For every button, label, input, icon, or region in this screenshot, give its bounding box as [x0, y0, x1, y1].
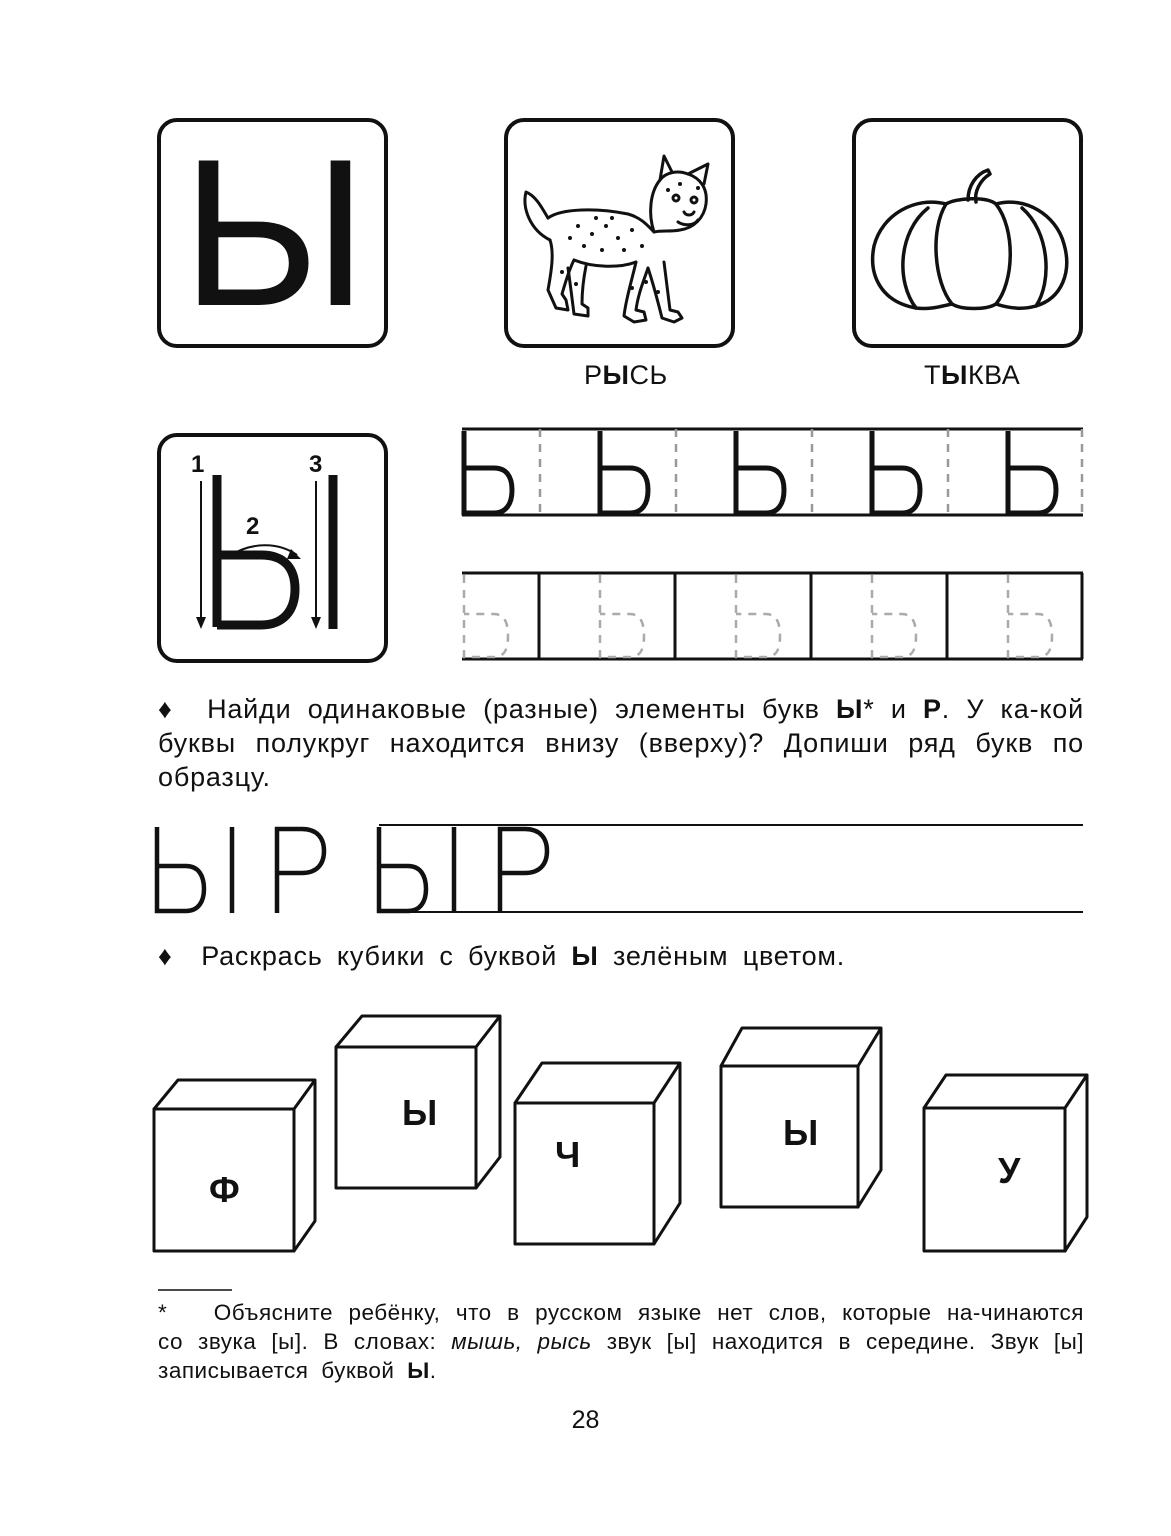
cube-letter-2: Ы: [402, 1092, 438, 1133]
bullet-icon: ♦: [158, 694, 175, 724]
stroke-step-2: 2: [246, 513, 260, 540]
stroke-step-3: 3: [309, 451, 323, 478]
footnote: * Объясните ребёнку, что в русском языке нет слов, которые на-чинаются со звука [ы]. В словах: мышь, рысь звук [ы] находится в середине. Звук [ы] записывается буквой Ы.: [158, 1300, 1084, 1383]
task-2-text: ♦ Раскрась кубики с буквой Ы зелёным цветом.: [158, 941, 846, 971]
cube-letter-5: У: [998, 1150, 1021, 1191]
task-1-text: ♦ Найди одинаковые (разные) элементы букв Ы* и Р. У ка-кой буквы полукруг находится внизу (вверху)? Допиши ряд букв по образцу.: [158, 694, 1084, 792]
word-lynx: РЫСЬ: [584, 360, 668, 390]
cube-letter-4: Ы: [783, 1112, 819, 1153]
big-letter: Ы: [181, 115, 364, 350]
stroke-step-1: 1: [191, 451, 205, 478]
bullet-icon: ♦: [158, 941, 173, 971]
cube-letter-3: Ч: [555, 1134, 581, 1175]
word-pumpkin: ТЫКВА: [924, 360, 1021, 390]
cube-letter-1: Ф: [209, 1169, 240, 1210]
page-number: 28: [571, 1406, 600, 1434]
